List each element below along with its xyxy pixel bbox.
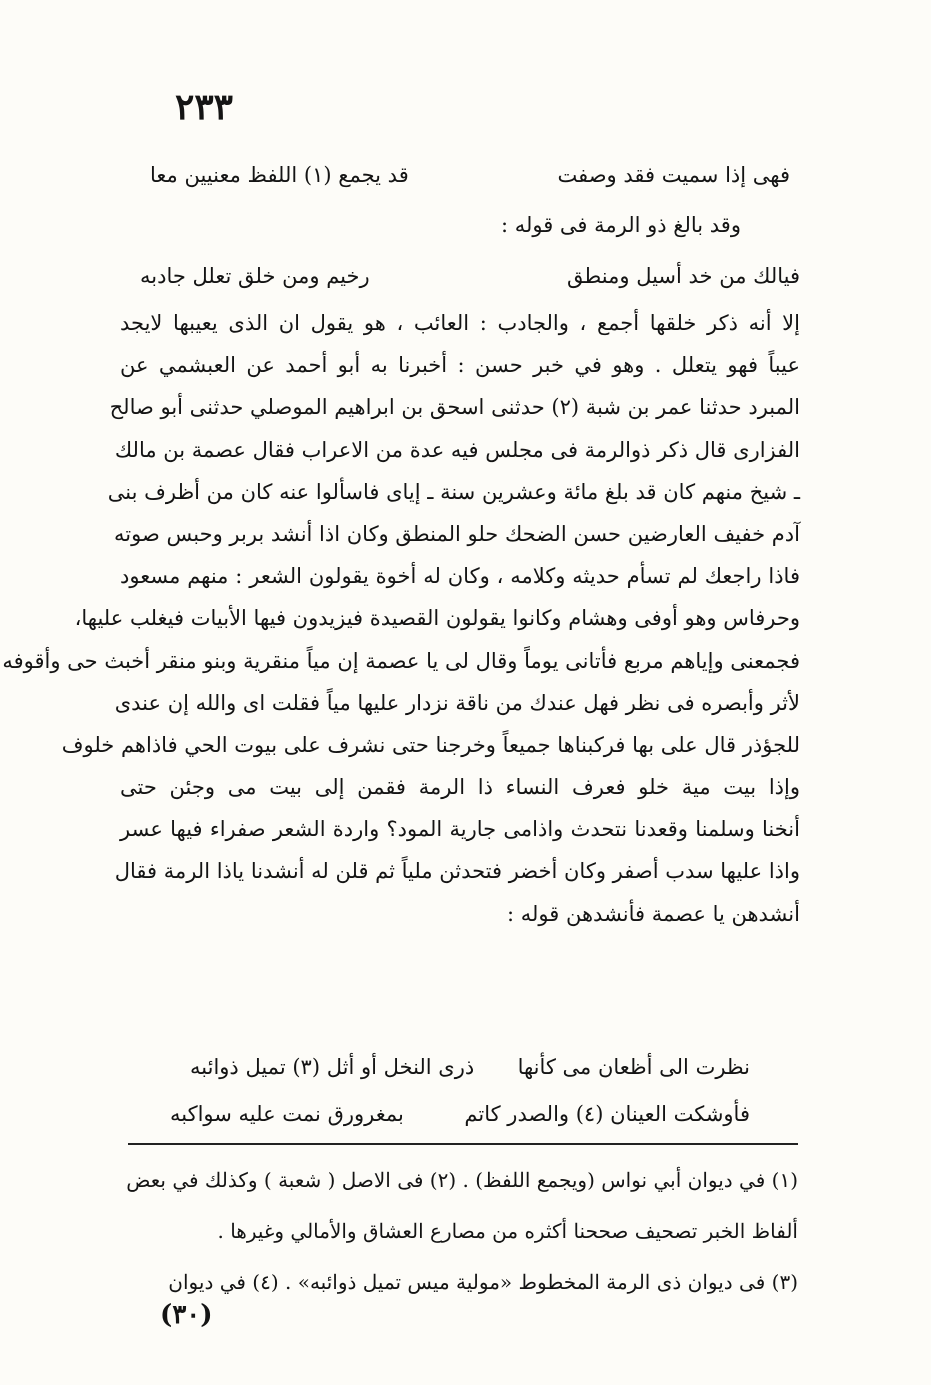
prose-block	[2, 302, 800, 935]
prose-line: واذا عليها سدب أصفر وكان أخضر فتحدثن ملياً ثم قلن له أنشدنا ياذا الرمة فقال	[114, 859, 800, 884]
verse-line-1	[150, 158, 790, 192]
verse-1-left-hemistich: قد يجمع (١) اللفظ معنيين معا	[150, 163, 409, 187]
footnote-line: ألفاظ الخبر تصحيف صححنا أكثره من مصارع العشاق والأمالي وغيرها .	[217, 1219, 798, 1243]
prose-line: للجؤذر قال على بها فركبناها جميعاً وخرجنا حتى نشرف على بيوت الحي فاذاهم خلوف	[61, 732, 800, 757]
verse-line-3	[190, 1050, 750, 1084]
verse-3-left-hemistich: ذرى النخل أو أثل (٣) تميل ذوائبه	[190, 1055, 475, 1079]
verse-1-right-hemistich: فهى إذا سميت فقد وصفت	[557, 163, 790, 187]
prose-line: عيباً فهو يتعلل . وهو في خبر حسن : أخبرنا به أبو أحمد عن العبشمي عن	[120, 353, 800, 378]
footnotes	[128, 1157, 798, 1310]
prose-line: آدم خفيف العارضين حسن الضحك حلو المنطق وكان اذا أنشد بربر وحبس صوته	[114, 521, 800, 546]
prose-line: وحرفاس وهو أوفى وهشام وكانوا يقولون القصيدة فيزيدون فيها الأبيات فيغلب عليها،	[74, 606, 800, 631]
prose-line: إلا أنه ذكر خلقها أجمع ، والجادب : العائب ، هو يقول ان الذى يعيبها لايجد	[120, 311, 800, 335]
verse-4-left-hemistich: بمغرورق نمت عليه سواكبه	[170, 1102, 404, 1126]
prose-line: فجمعنى وإياهم مربع فأتانى يوماً وقال لى يا عصمة إن مياً منقرية وبنو منقر أخبث حى وأقوفه	[2, 648, 800, 673]
page-number: ٢٣٣	[175, 86, 234, 128]
footnote-line: (١) في ديوان أبي نواس (ويجمع اللفظ) . (٢) فى الاصل ( شعبة ) وكذلك في بعض	[126, 1168, 798, 1192]
prose-line: الفزارى قال ذكر ذوالرمة فى مجلس فيه عدة من الاعراب فقال عصمة بن مالك	[114, 437, 800, 462]
prose-line: المبرد حدثنا عمر بن شبة (٢) حدثنى اسحق بن ابراهيم الموصلي حدثنى أبو صالح	[109, 395, 800, 420]
verse-2-right-hemistich: فيالك من خد أسيل ومنطق	[567, 264, 800, 288]
prose-line: ـ شيخ منهم كان قد بلغ مائة وعشرين سنة ـ إياى فاسألوا عنه كان من أظرف بنى	[107, 479, 800, 504]
verse-line-4	[170, 1097, 750, 1131]
prose-line: أنخنا وسلمنا وقعدنا نتحدث واذامى جارية المود؟ واردة الشعر صفراء فيها عسر	[120, 817, 800, 842]
signature-number: (٣٠)	[160, 1300, 213, 1330]
prose-line: فاذا راجعك لم تسأم حديثه وكلامه ، وكان له أخوة يقولون الشعر : منهم مسعود	[120, 564, 800, 589]
footnote-line: (٣) فى ديوان ذى الرمة المخطوط «مولية ميس تميل ذوائبه» . (٤) في ديوان	[168, 1270, 798, 1294]
verse-line-2	[140, 259, 800, 293]
prose-line: لأثر وأبصره فى نظر فهل عندك من ناقة نزدار عليها مياً فقلت اى والله إن عندى	[114, 690, 800, 715]
intro-line: وقد بالغ ذو الرمة فى قوله :	[500, 213, 741, 237]
prose-line: أنشدهن يا عصمة فأنشدهن قوله :	[507, 901, 800, 926]
verse-4-right-hemistich: فأوشكت العينان (٤) والصدر كاتم	[464, 1102, 750, 1126]
prose-line: وإذا بيت مية خلو فعرف النساء ذا الرمة فقمن إلى بيت مى وجئن حتى	[120, 775, 800, 800]
verse-3-right-hemistich: نظرت الى أظعان مى كأنها	[517, 1055, 750, 1079]
footnote-divider	[128, 1143, 798, 1145]
verse-2-left-hemistich: رخيم ومن خلق تعلل جادبه	[140, 264, 370, 288]
